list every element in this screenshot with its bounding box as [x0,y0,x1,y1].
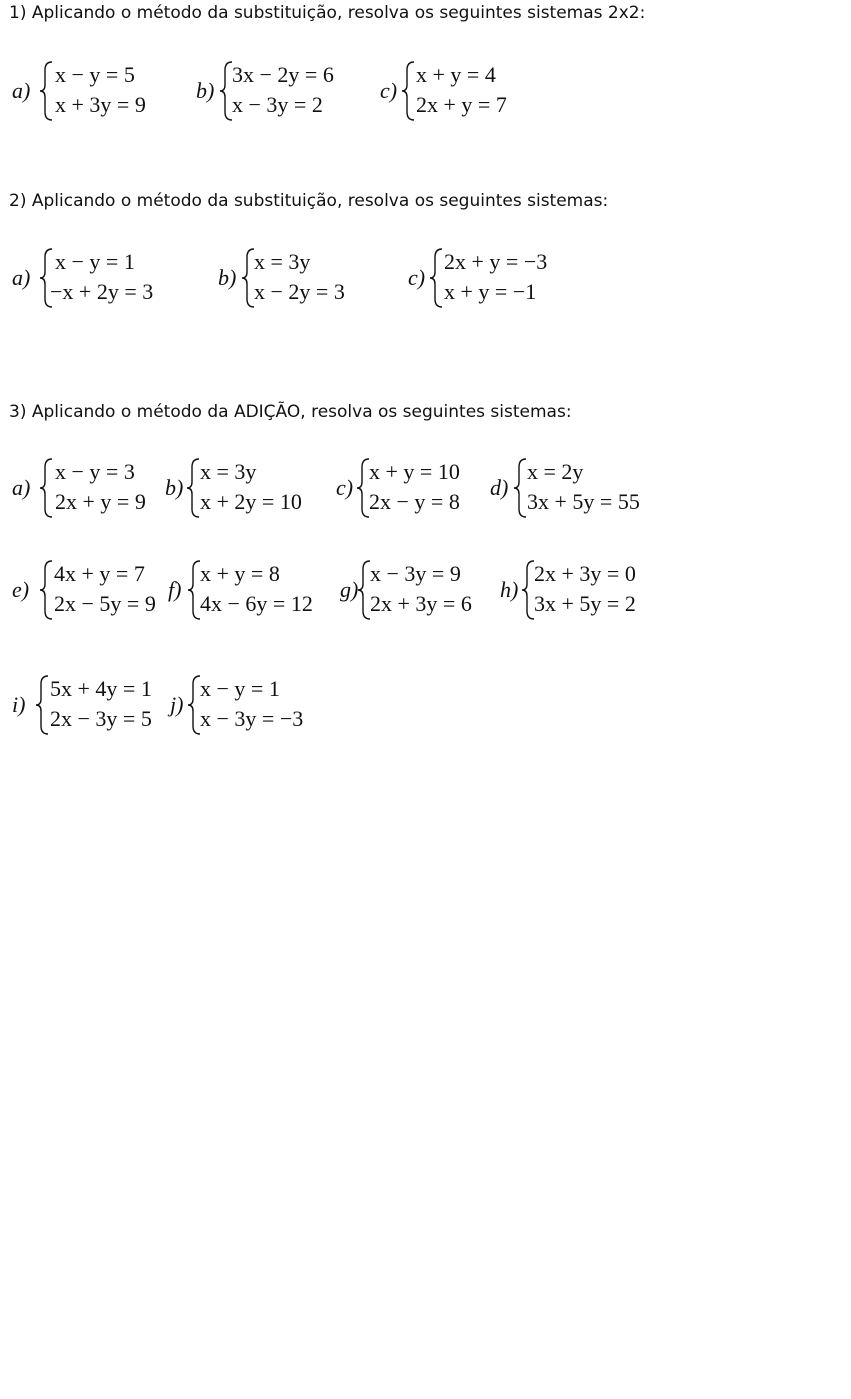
equation-1: 5x + 4y = 1 [50,676,152,701]
system-label: a) [12,78,31,103]
system-label: c) [336,475,354,500]
equation-1: x = 2y [527,459,584,484]
equation-2: 3x + 5y = 55 [527,489,640,514]
section-2-heading: 2) Aplicando o método da substituição, resolva os seguintes sistemas: [9,191,609,211]
equation-1: x − y = 5 [55,62,135,87]
equation-1: 2x + y = −3 [444,249,548,274]
system-label: b) [218,265,237,290]
equation-2: x − 3y = 2 [232,92,323,117]
equation-2: 2x − y = 8 [369,489,460,514]
equation-1: 3x − 2y = 6 [232,62,334,87]
equation-2: 2x + 3y = 6 [370,591,472,616]
brace-icon [38,60,54,122]
section-1-heading: 1) Aplicando o método da substituição, resolva os seguintes sistemas 2x2: [9,3,646,23]
brace-icon [400,60,416,122]
system-label: h) [500,577,519,602]
system-label: b) [196,78,215,103]
equation-1: x + y = 4 [416,62,496,87]
system-label: e) [12,577,30,602]
brace-icon [428,247,444,309]
equation-2: −x + 2y = 3 [50,279,154,304]
equation-2: x + 3y = 9 [55,92,146,117]
equation-1: 2x + 3y = 0 [534,561,636,586]
system-label: b) [165,475,184,500]
brace-icon [185,457,201,519]
equation-2: 2x − 5y = 9 [54,591,156,616]
equation-2: 2x + y = 7 [416,92,507,117]
equation-1: x − 3y = 9 [370,561,461,586]
system-label: d) [490,475,509,500]
equation-2: x − 2y = 3 [254,279,345,304]
system-label: a) [12,475,31,500]
system-label: g) [340,577,359,602]
equation-2: x + y = −1 [444,279,537,304]
section-3-heading: 3) Aplicando o método da ADIÇÃO, resolva os seguintes sistemas: [9,402,572,422]
brace-icon [38,457,54,519]
equation-2: x − 3y = −3 [200,706,304,731]
brace-icon [34,674,50,736]
system-label: f) [168,577,182,602]
equation-1: x − y = 1 [200,676,280,701]
brace-icon [512,457,528,519]
brace-icon [38,559,54,621]
equation-2: 2x − 3y = 5 [50,706,152,731]
equation-2: x + 2y = 10 [200,489,302,514]
equation-1: x − y = 1 [55,249,135,274]
system-label: a) [12,265,31,290]
equation-1: x + y = 8 [200,561,280,586]
equation-1: x = 3y [200,459,257,484]
equation-2: 3x + 5y = 2 [534,591,636,616]
equation-1: 4x + y = 7 [54,561,145,586]
equation-1: x − y = 3 [55,459,135,484]
equation-2: 2x + y = 9 [55,489,146,514]
equation-2: 4x − 6y = 12 [200,591,313,616]
system-label: c) [408,265,426,290]
system-label: i) [12,692,26,717]
system-label: j) [170,692,184,717]
system-label: c) [380,78,398,103]
equation-1: x + y = 10 [369,459,460,484]
equation-1: x = 3y [254,249,311,274]
